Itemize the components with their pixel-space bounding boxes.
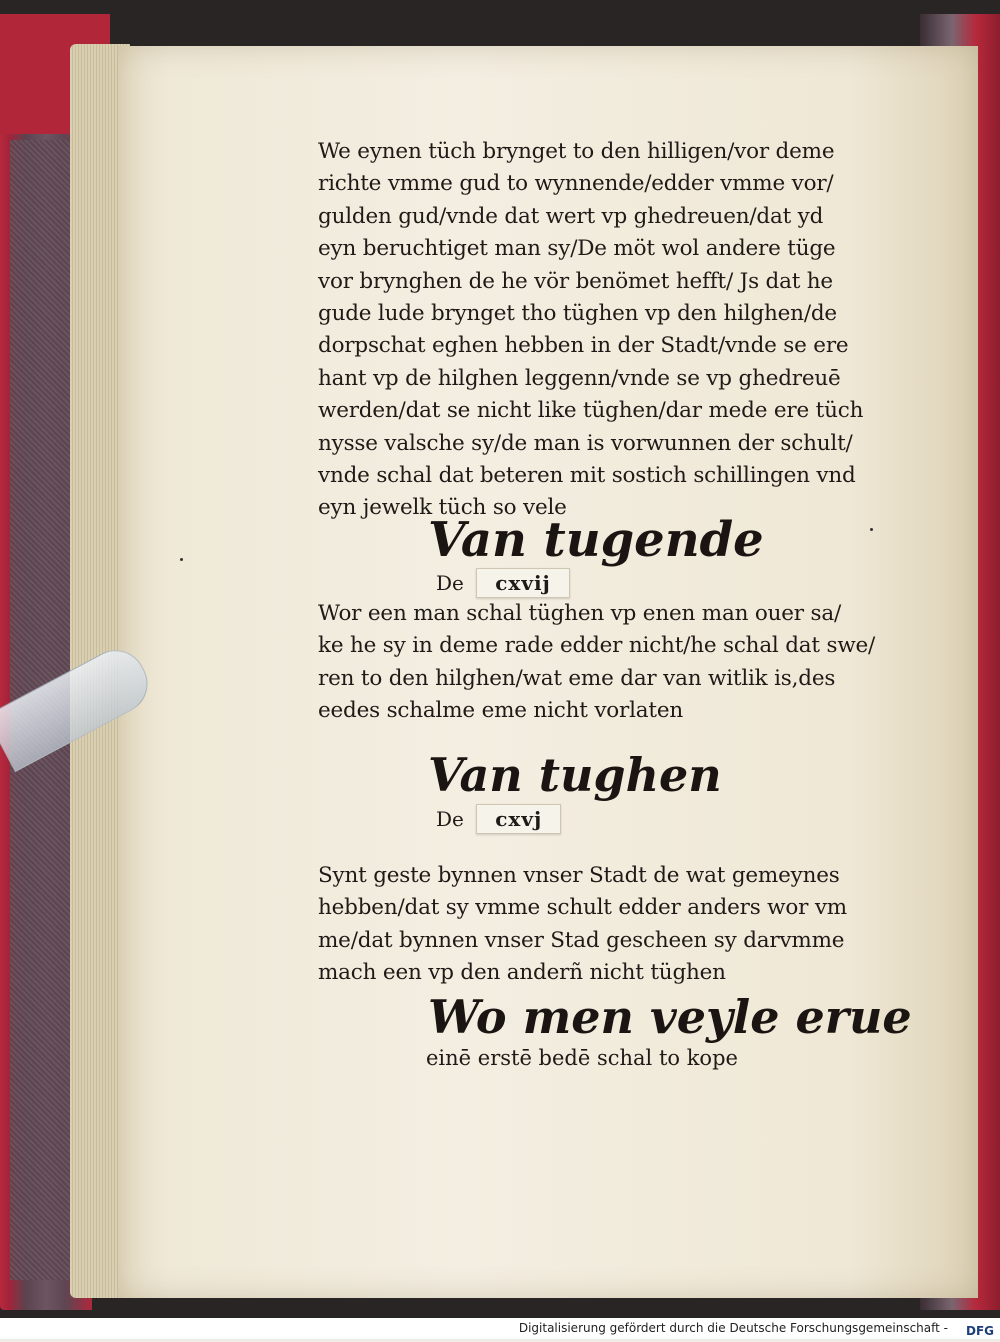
section-heading: Van tugende xyxy=(428,512,764,568)
section-heading: Van tughen xyxy=(428,748,722,802)
section-subheading: einē erstē bedē schal to kope xyxy=(426,1046,738,1070)
text-line: mach een vp den anderñ nicht tüghen xyxy=(318,960,726,986)
text-line: nysse valsche sy/de man is vorwunnen der schult/ xyxy=(318,430,853,456)
paper-speck xyxy=(870,528,873,531)
chapter-number: cxvj xyxy=(476,804,561,834)
chapter-prefix: De xyxy=(436,807,464,831)
text-line: eyn jewelk tüch so vele xyxy=(318,495,567,521)
text-line: vor brynghen de he vör benömet hefft/ Js dat he xyxy=(318,268,833,294)
chapter-label xyxy=(436,804,561,834)
text-line: We eynen tüch brynget to den hilligen/vor deme xyxy=(318,139,835,164)
section-heading: Wo men veyle erue xyxy=(428,990,912,1044)
text-line: dorpschat eghen hebben in der Stadt/vnde se ere xyxy=(318,333,849,359)
text-line: gulden gud/vnde dat wert vp ghedreuen/dat yd xyxy=(318,203,824,229)
text-line: Synt geste bynnen vnser Stadt de wat gemeynes xyxy=(318,863,840,888)
funding-credit: Digitalisierung gefördert durch die Deutsche Forschungsgemeinschaft - xyxy=(518,1321,948,1335)
text-line: eyn beruchtiget man sy/De möt wol andere tüge xyxy=(318,236,836,262)
text-line: werden/dat se nicht like tüghen/dar mede ere tüch xyxy=(318,398,864,424)
text-line: hebben/dat sy vmme schult edder anders wor vm xyxy=(318,895,847,921)
chapter-prefix: De xyxy=(436,571,464,595)
text-line: ke he sy in deme rade edder nicht/he schal dat swe/ xyxy=(318,633,876,659)
chapter-number: cxvij xyxy=(476,568,570,598)
text-line: ren to den hilghen/wat eme dar van witlik is,des xyxy=(318,665,836,691)
footer-bar xyxy=(0,1318,1000,1339)
chapter-label xyxy=(436,568,570,598)
dfg-logo: DFG xyxy=(965,1324,994,1338)
paragraph-2 xyxy=(318,598,875,728)
text-line: Wor een man schal tüghen vp enen man ouer sa/ xyxy=(318,601,841,626)
text-line: me/dat bynnen vnser Stad gescheen sy darvmme xyxy=(318,927,845,953)
paragraph-3 xyxy=(318,860,847,990)
text-line: hant vp de hilghen leggenn/vnde se vp ghedreuē xyxy=(318,365,841,391)
paragraph-1 xyxy=(318,136,863,525)
text-line: vnde schal dat beteren mit sostich schillingen vnd xyxy=(318,463,856,489)
text-line: gude lude brynget tho tüghen vp den hilghen/de xyxy=(318,301,837,327)
text-line: richte vmme gud to wynnende/edder vmme vor/ xyxy=(318,171,834,197)
text-line: eedes schalme eme nicht vorlaten xyxy=(318,698,683,724)
paper-speck xyxy=(180,558,183,561)
